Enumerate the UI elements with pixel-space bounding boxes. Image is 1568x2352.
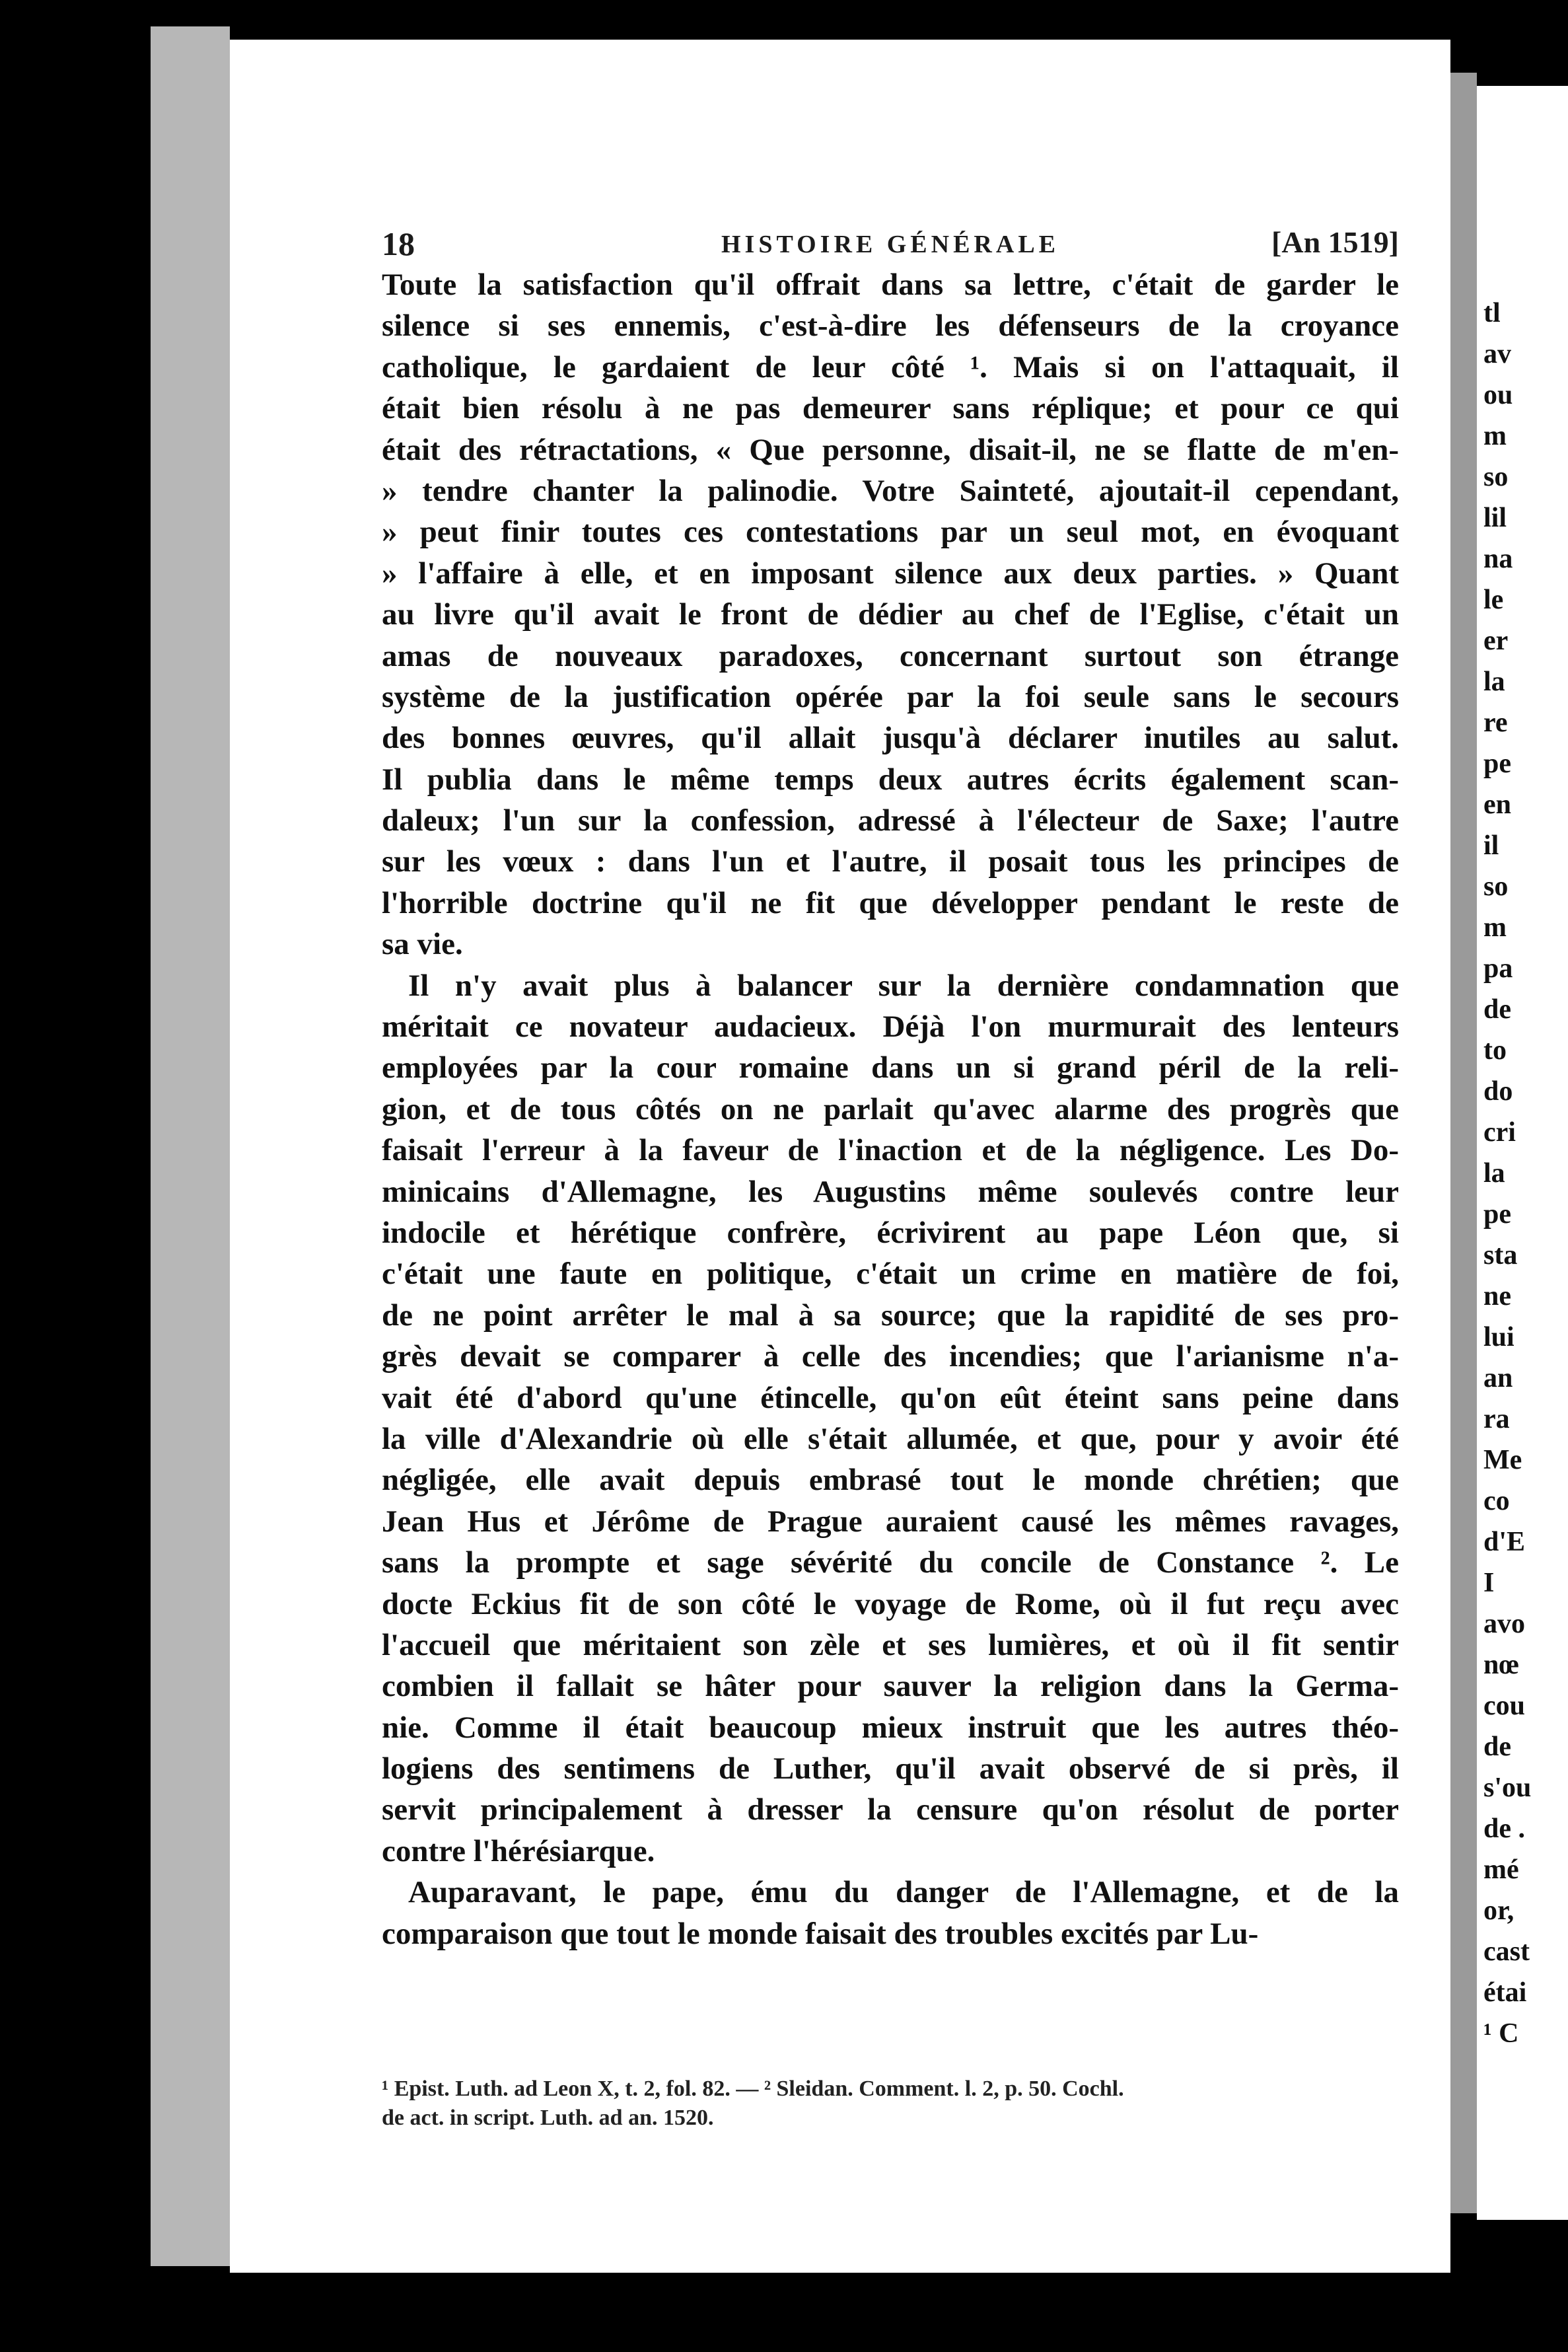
adjacent-page-word: to [1483, 1035, 1507, 1066]
adjacent-page-word: ne [1483, 1281, 1511, 1311]
text-line: Toute la satisfaction qu'il offrait dans sa lettre, c'était de garder le [382, 268, 1399, 302]
text-line: négligée, elle avait depuis embrasé tout le monde chrétien; que [382, 1463, 1399, 1498]
adjacent-page-word: avo [1483, 1609, 1525, 1639]
text-line: sur les vœux : dans l'un et l'autre, il posait tous les principes de [382, 844, 1399, 879]
adjacent-page-word: d'E [1483, 1527, 1526, 1557]
footnote-line: de act. in script. Luth. ad an. 1520. [382, 2106, 714, 2130]
text-line: méritait ce novateur audacieux. Déjà l'on murmurait des lenteurs [382, 1010, 1399, 1045]
text-line: minicains d'Allemagne, les Augustins même soulevés contre leur [382, 1174, 1399, 1209]
text-line: Auparavant, le pape, ému du danger de l'Allemagne, et de la [408, 1875, 1399, 1910]
book-page [230, 40, 1450, 2273]
adjacent-page-word: co [1483, 1486, 1510, 1516]
text-line: des bonnes œuvres, qu'il allait jusqu'à déclarer inutiles au salut. [382, 721, 1399, 756]
adjacent-page-word: étai [1483, 1977, 1527, 2008]
adjacent-page-word: er [1483, 626, 1509, 656]
adjacent-page-word: ra [1483, 1404, 1510, 1434]
text-line: contre l'hérésiarque. [382, 1833, 655, 1868]
text-line: amas de nouveaux paradoxes, concernant surtout son étrange [382, 638, 1399, 673]
adjacent-page-word: sta [1483, 1240, 1518, 1270]
page-number: 18 [382, 225, 415, 262]
text-line: catholique, le gardaient de leur côté ¹. Mais si on l'attaquait, il [382, 349, 1399, 385]
text-line: était bien résolu à ne pas demeurer sans réplique; et pour ce qui [382, 391, 1399, 426]
year-marker: [An 1519] [1271, 225, 1399, 259]
adjacent-page-word: ¹ C [1483, 2018, 1519, 2049]
running-title: HISTOIRE GÉNÉRALE [721, 231, 1060, 258]
adjacent-page-word: m [1483, 421, 1507, 451]
text-line: daleux; l'un sur la confession, adressé à l'électeur de Saxe; l'autre [382, 803, 1399, 838]
text-line: comparaison que tout le monde faisait des troubles excités par Lu- [382, 1916, 1259, 1951]
text-line: vait été d'abord qu'une étincelle, qu'on eût éteint sans peine dans [382, 1380, 1399, 1415]
adjacent-page-word: I [1483, 1568, 1495, 1598]
text-line: employées par la cour romaine dans un si grand péril de la reli- [382, 1050, 1399, 1085]
text-line: indocile et hérétique confrère, écrivirent au pape Léon que, si [382, 1215, 1399, 1250]
text-line: sans la prompte et sage sévérité du concile de Constance ². Le [382, 1545, 1399, 1580]
footnote-line: ¹ Epist. Luth. ad Leon X, t. 2, fol. 82. — ² Sleidan. Comment. l. 2, p. 50. Cochl. [382, 2076, 1124, 2101]
text-line: combien il fallait se hâter pour sauver la religion dans la Germa- [382, 1669, 1399, 1704]
text-line: la ville d'Alexandrie où elle s'était allumée, et que, pour y avoir été [382, 1421, 1399, 1456]
adjacent-page-word: cast [1483, 1936, 1530, 1967]
adjacent-page-word: la [1483, 667, 1505, 697]
adjacent-page-word: Me [1483, 1445, 1522, 1475]
adjacent-page-word: tl [1483, 298, 1501, 328]
adjacent-page-word: la [1483, 1158, 1505, 1189]
adjacent-page-word: de [1483, 994, 1511, 1025]
adjacent-page-word: il [1483, 830, 1499, 861]
page-gutter [1450, 73, 1477, 2213]
page-header [382, 225, 1399, 264]
adjacent-page-word: mé [1483, 1855, 1519, 1885]
adjacent-page-word: pe [1483, 1199, 1511, 1230]
adjacent-page-word: re [1483, 708, 1508, 738]
adjacent-page-word: so [1483, 462, 1509, 492]
adjacent-page-word: so [1483, 871, 1509, 902]
text-line: Il n'y avait plus à balancer sur la dernière condamnation que [408, 968, 1399, 1003]
text-line: servit principalement à dresser la censure qu'on résolut de porter [382, 1792, 1399, 1827]
text-line: gion, et de tous côtés on ne parlait qu'avec alarme des progrès que [382, 1091, 1399, 1126]
adjacent-page-word: pe [1483, 749, 1511, 779]
adjacent-page-word: de . [1483, 1814, 1525, 1844]
text-line: système de la justification opérée par la foi seule sans le secours [382, 679, 1399, 714]
text-line: était des rétractations, « Que personne, disait-il, ne se flatte de m'en- [382, 432, 1399, 467]
text-line: faisait l'erreur à la faveur de l'inaction et de la négligence. Les Do- [382, 1133, 1399, 1168]
adjacent-page-word: lui [1483, 1322, 1515, 1352]
text-line: l'accueil que méritaient son zèle et ses lumières, et où il fit sentir [382, 1627, 1399, 1662]
text-line: grès devait se comparer à celle des incendies; que l'arianisme n'a- [382, 1339, 1399, 1374]
text-line: » l'affaire à elle, et en imposant silence aux deux parties. » Quant [382, 556, 1399, 591]
adjacent-page-word: na [1483, 544, 1513, 574]
adjacent-page-word: cou [1483, 1691, 1525, 1721]
adjacent-page-word: nœ [1483, 1650, 1519, 1680]
book-edge [151, 26, 230, 2266]
adjacent-page-word: ou [1483, 380, 1513, 410]
adjacent-page-word: le [1483, 585, 1504, 615]
adjacent-page-word: av [1483, 339, 1511, 369]
adjacent-page-word: pa [1483, 953, 1513, 984]
adjacent-page-word: do [1483, 1076, 1513, 1107]
text-line: c'était une faute en politique, c'était un crime en matière de foi, [382, 1257, 1399, 1292]
adjacent-page-word: lil [1483, 503, 1507, 533]
body-text [382, 264, 1399, 1954]
adjacent-page-fragment [1477, 86, 1568, 2220]
text-line: sa vie. [382, 927, 463, 962]
text-line: docte Eckius fit de son côté le voyage de Rome, où il fut reçu avec [382, 1586, 1399, 1621]
footnotes [382, 2075, 1399, 2133]
adjacent-page-word: or, [1483, 1895, 1515, 1926]
text-line: de ne point arrêter le mal à sa source; que la rapidité de ses pro- [382, 1298, 1399, 1333]
adjacent-page-word: en [1483, 790, 1511, 820]
text-line: au livre qu'il avait le front de dédier au chef de l'Eglise, c'était un [382, 597, 1399, 632]
text-line: Il publia dans le même temps deux autres écrits également scan- [382, 762, 1399, 797]
text-line: Jean Hus et Jérôme de Prague auraient causé les mêmes ravages, [382, 1504, 1399, 1539]
adjacent-page-word: cri [1483, 1117, 1516, 1148]
text-line: nie. Comme il était beaucoup mieux instruit que les autres théo- [382, 1710, 1399, 1745]
text-line: logiens des sentimens de Luther, qu'il avait observé de si près, il [382, 1751, 1399, 1786]
text-line: l'horrible doctrine qu'il ne fit que développer pendant le reste de [382, 885, 1399, 920]
text-line: » tendre chanter la palinodie. Votre Sainteté, ajoutait-il cependant, [382, 473, 1399, 508]
text-line: silence si ses ennemis, c'est-à-dire les défenseurs de la croyance [382, 309, 1399, 344]
adjacent-page-word: de [1483, 1732, 1511, 1762]
adjacent-page-word: m [1483, 912, 1507, 943]
adjacent-page-word: an [1483, 1363, 1513, 1393]
text-line: » peut finir toutes ces contestations par un seul mot, en évoquant [382, 515, 1399, 550]
adjacent-page-word: s'ou [1483, 1773, 1532, 1803]
